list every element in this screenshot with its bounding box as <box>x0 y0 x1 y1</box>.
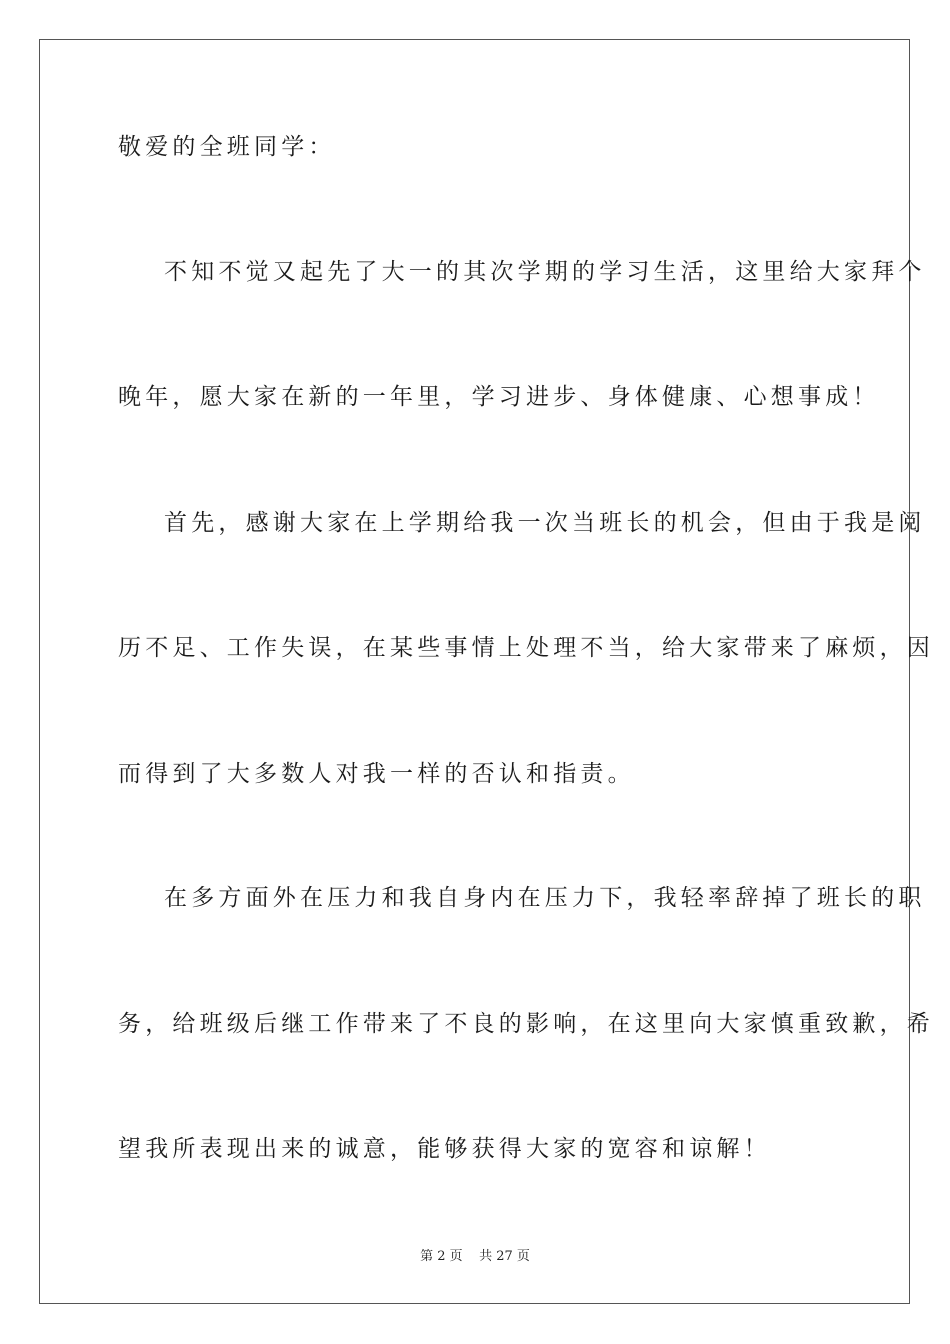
paragraph-2-line-1: 首先，感谢大家在上学期给我一次当班长的机会，但由于我是阅 <box>164 510 926 536</box>
paragraph-2-line-3: 而得到了大多数人对我一样的否认和指责。 <box>118 761 635 787</box>
salutation: 敬爱的全班同学： <box>118 134 336 160</box>
paragraph-2-line-2: 历不足、工作失误，在某些事情上处理不当，给大家带来了麻烦，因 <box>118 635 934 661</box>
paragraph-3-line-3: 望我所表现出来的诚意，能够获得大家的宽容和谅解！ <box>118 1136 771 1162</box>
page-number-footer: 第 2 页 共 27 页 <box>420 1249 530 1264</box>
page-frame <box>39 39 934 1304</box>
paragraph-1-line-1: 不知不觉又起先了大一的其次学期的学习生活，这里给大家拜个 <box>164 259 926 285</box>
paragraph-1-line-2: 晚年，愿大家在新的一年里，学习进步、身体健康、心想事成！ <box>118 384 880 410</box>
paragraph-3-line-2: 务，给班级后继工作带来了不良的影响，在这里向大家慎重致歉，希 <box>118 1011 934 1037</box>
paragraph-3-line-1: 在多方面外在压力和我自身内在压力下，我轻率辞掉了班长的职 <box>164 885 926 911</box>
